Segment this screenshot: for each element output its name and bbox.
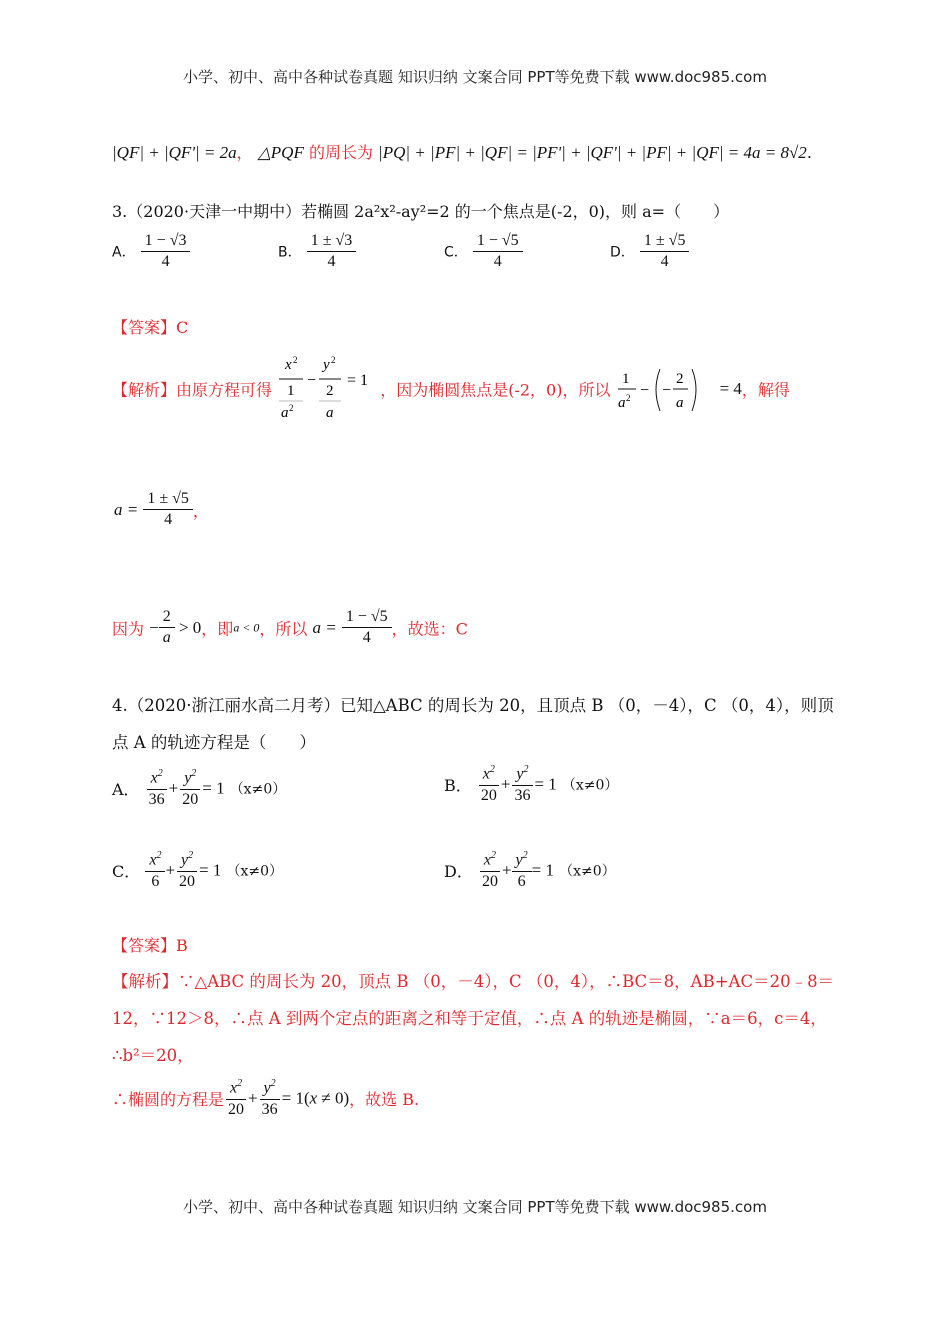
final-numerator: 1 − √5 bbox=[342, 608, 392, 628]
option-denominator: 4 bbox=[493, 253, 502, 271]
svg-text:a: a bbox=[617, 395, 626, 411]
analysis-text: ，因为椭圆焦点是(-2，0)，所以 bbox=[380, 380, 611, 400]
svg-text:−: − bbox=[639, 382, 649, 399]
x-denominator: 20 bbox=[480, 786, 497, 804]
choose-answer: ，故选：C bbox=[391, 619, 468, 639]
page-header: 小学、初中、高中各种试卷真题 知识归纳 文案合同 PPT等免费下载 www.doc985.com bbox=[183, 68, 767, 86]
equals-one: = 1 bbox=[199, 860, 222, 880]
y-denominator: 36 bbox=[261, 1100, 278, 1118]
equals-one: = 1 bbox=[534, 774, 557, 794]
q4-option-a bbox=[112, 768, 286, 809]
plus-sign: + bbox=[500, 774, 511, 794]
analysis-label: 【解析】 bbox=[112, 972, 178, 991]
focus-equation bbox=[616, 363, 720, 415]
fraction-numerator: 2 bbox=[159, 608, 175, 628]
plus-sign: + bbox=[165, 860, 176, 880]
option-letter: C． bbox=[444, 244, 468, 261]
comma: ， bbox=[236, 143, 253, 162]
analysis-label: 【解析】 bbox=[112, 380, 177, 400]
q3-option-b bbox=[278, 232, 356, 272]
svg-text:a: a bbox=[326, 405, 334, 421]
q3-options bbox=[112, 232, 812, 284]
svg-text:1: 1 bbox=[287, 383, 295, 399]
perimeter-label: 的周长为 bbox=[308, 143, 373, 162]
x-squared: $x^2$ bbox=[145, 850, 165, 872]
page-footer: 小学、初中、高中各种试卷真题 知识归纳 文案合同 PPT等免费下载 www.doc985.com bbox=[183, 1198, 767, 1216]
top-formula-line bbox=[112, 140, 812, 163]
plus-sign: + bbox=[168, 778, 179, 798]
y-squared: $y^2$ bbox=[260, 1078, 280, 1100]
answer-label: 【答案】 bbox=[112, 318, 177, 337]
svg-text:2: 2 bbox=[675, 371, 684, 387]
q4-analysis-line2: 12，∵12＞8，∴点 A 到两个定点的距离之和等于定值，∴点 A 的轨迹是椭圆，∵a＝6，c＝4， bbox=[112, 1009, 827, 1028]
option-numerator: 1 − √3 bbox=[141, 232, 191, 252]
a-denominator: 4 bbox=[164, 511, 173, 529]
y-squared: $y^2$ bbox=[180, 768, 200, 790]
answer-label: 【答案】 bbox=[112, 936, 177, 955]
option-numerator: 1 − √5 bbox=[473, 232, 523, 252]
svg-text:2: 2 bbox=[293, 355, 298, 365]
final-denominator: 4 bbox=[362, 629, 371, 647]
q4-question-line1: 4.（2020·浙江丽水高二月考）已知△ABC 的周长为 20，且顶点 B （0，－4），C （0，4），则顶 bbox=[112, 696, 834, 715]
answer-value: B bbox=[176, 936, 188, 955]
because-label: 因为 bbox=[112, 619, 145, 639]
q3-question: 3.（2020·天津一中期中）若椭圆 2a²x²-ay²=2 的一个焦点是(-2，0)，则 a=（ ） bbox=[112, 202, 730, 221]
a-less-than-zero: a < 0 bbox=[233, 620, 260, 635]
condition: （x≠0） bbox=[229, 781, 287, 798]
y-denominator: 36 bbox=[514, 786, 531, 804]
greater-than-zero: > 0 bbox=[174, 617, 202, 637]
option-letter: A． bbox=[112, 244, 136, 261]
qf-sum-expression: |QF| + |QF'| = 2a bbox=[112, 143, 237, 162]
svg-text:x: x bbox=[285, 357, 292, 373]
x-denominator: 20 bbox=[481, 872, 498, 890]
minus-sign: − bbox=[149, 617, 159, 637]
option-letter: B． bbox=[444, 776, 472, 796]
x-squared: $x^2$ bbox=[480, 850, 500, 872]
focus-equation-result: = 4 bbox=[719, 379, 742, 398]
svg-text:a: a bbox=[281, 405, 289, 421]
that-is-label: ，即 bbox=[201, 619, 234, 639]
q3-analysis bbox=[112, 355, 790, 425]
x-squared: $x^2$ bbox=[147, 768, 167, 790]
q4-question-line2: 点 A 的轨迹方程是（ ） bbox=[112, 733, 316, 752]
y-squared: $y^2$ bbox=[512, 850, 532, 872]
y-denominator: 20 bbox=[179, 872, 196, 890]
y-squared: $y^2$ bbox=[512, 764, 532, 786]
ellipse-standard-form bbox=[277, 355, 375, 423]
y-denominator: 6 bbox=[517, 872, 526, 890]
svg-text:= 1: = 1 bbox=[347, 372, 369, 389]
equals-one: = 1 bbox=[531, 860, 554, 880]
equals-one-condition: = 1(x ≠ 0) bbox=[281, 1088, 350, 1108]
q3-option-c bbox=[444, 232, 523, 272]
svg-text:a: a bbox=[675, 395, 684, 411]
x-squared: $x^2$ bbox=[479, 764, 499, 786]
q4-answer bbox=[112, 933, 188, 956]
x-denominator: 6 bbox=[151, 872, 160, 890]
q3-answer bbox=[112, 315, 188, 338]
q4-option-d bbox=[444, 850, 616, 891]
analysis-text: ，故选 B. bbox=[349, 1090, 420, 1110]
q4-option-c bbox=[112, 850, 283, 891]
option-letter: C． bbox=[112, 862, 141, 882]
option-letter: B． bbox=[278, 244, 302, 261]
plus-sign: + bbox=[248, 1088, 258, 1108]
option-denominator: 4 bbox=[161, 253, 170, 271]
analysis-text: ∴椭圆的方程是 bbox=[112, 1090, 225, 1110]
q4-analysis-line1 bbox=[112, 968, 834, 992]
a-variable: a = bbox=[312, 617, 337, 637]
option-denominator: 4 bbox=[327, 253, 336, 271]
option-numerator: 1 ± √5 bbox=[640, 232, 690, 252]
option-denominator: 4 bbox=[660, 253, 669, 271]
x-denominator: 20 bbox=[228, 1100, 245, 1118]
svg-text:−: − bbox=[661, 382, 671, 399]
x-squared: $x^2$ bbox=[226, 1078, 246, 1100]
comma: ， bbox=[192, 501, 209, 521]
condition: （x≠0） bbox=[561, 777, 619, 794]
q3-option-a bbox=[112, 232, 190, 272]
svg-text:2: 2 bbox=[625, 393, 631, 403]
q3-option-d bbox=[610, 232, 689, 272]
analysis-text: ，解得 bbox=[741, 380, 790, 400]
q4-analysis-line4 bbox=[112, 1078, 419, 1119]
y-denominator: 20 bbox=[182, 790, 199, 808]
svg-text:2: 2 bbox=[289, 403, 294, 413]
option-numerator: 1 ± √3 bbox=[307, 232, 357, 252]
option-letter: A． bbox=[112, 780, 140, 800]
analysis-text: 由原方程可得 bbox=[176, 380, 273, 400]
condition: （x≠0） bbox=[226, 863, 284, 880]
so-label: ，所以 bbox=[259, 619, 308, 639]
plus-sign: + bbox=[501, 860, 512, 880]
svg-text:1: 1 bbox=[621, 371, 630, 387]
condition: （x≠0） bbox=[559, 863, 616, 880]
period: . bbox=[806, 143, 812, 162]
x-denominator: 36 bbox=[148, 790, 165, 808]
option-letter: D． bbox=[444, 862, 473, 882]
analysis-text: ∵△ABC 的周长为 20，顶点 B （0，－4），C （0，4），∴BC＝8，AB+AC＝20﹣8＝ bbox=[178, 972, 835, 991]
perimeter-expression: |PQ| + |PF| + |QF| = |PF'| + |QF'| + |PF| + |QF| = 4a = 8√2 bbox=[378, 143, 807, 162]
equals-one: = 1 bbox=[202, 778, 225, 798]
svg-text:2: 2 bbox=[331, 355, 336, 365]
q4-option-b bbox=[444, 764, 618, 805]
triangle-pqf: △PQF bbox=[257, 143, 304, 162]
answer-value: C bbox=[176, 318, 189, 337]
q3-conclusion bbox=[112, 608, 468, 648]
q3-a-solution bbox=[114, 490, 209, 530]
fraction-denominator: a bbox=[162, 629, 171, 647]
svg-text:2: 2 bbox=[326, 383, 334, 399]
a-numerator: 1 ± √5 bbox=[143, 490, 193, 510]
option-letter: D． bbox=[610, 244, 635, 261]
a-variable: a = bbox=[114, 499, 139, 519]
y-squared: $y^2$ bbox=[177, 850, 197, 872]
svg-text:y: y bbox=[323, 357, 330, 373]
svg-text:−: − bbox=[307, 372, 317, 389]
q4-analysis-line3: ∴b²＝20， bbox=[112, 1046, 194, 1065]
